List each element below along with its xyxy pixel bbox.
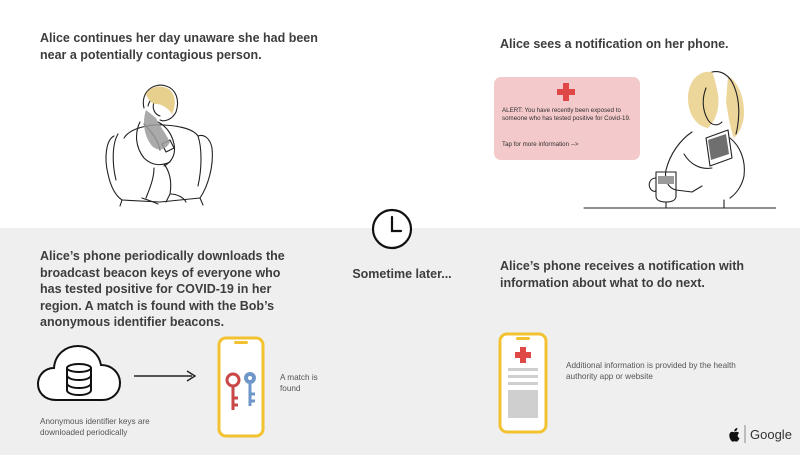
alice-with-phone-illustration bbox=[580, 68, 776, 214]
apple-logo-icon bbox=[728, 427, 741, 442]
caption-receives-notification: Alice’s phone receives a notification with information about what to do next. bbox=[500, 259, 745, 290]
clock-icon bbox=[370, 207, 414, 251]
caption-unaware: Alice continues her day unaware she had been near a potentially contagious person. bbox=[40, 31, 318, 62]
info-note: Additional information is provided by the health authority app or website bbox=[566, 361, 736, 381]
alice-sitting-illustration bbox=[100, 78, 228, 208]
match-note: A match is found bbox=[280, 373, 318, 393]
google-brand-label: Google bbox=[750, 427, 792, 442]
brand-divider bbox=[744, 425, 746, 443]
caption-notification: Alice sees a notification on her phone. bbox=[500, 37, 729, 51]
medical-cross-icon bbox=[557, 83, 575, 101]
caption-downloads-keys: Alice’s phone periodically downloads the broadcast beacon keys of everyone who has tested positive for COVID-19 in her region. A match is found with the Bob’s anonymous identifier beacons. bbox=[40, 249, 285, 329]
phone-icon bbox=[217, 336, 265, 438]
cloud-note: Anonymous identifier keys are downloaded periodically bbox=[40, 417, 150, 437]
alert-tap-link[interactable]: Tap for more information --> bbox=[502, 141, 579, 148]
sometime-later-label: Sometime later... bbox=[352, 267, 452, 281]
arrow-icon bbox=[132, 370, 198, 382]
alert-message: ALERT: You have recently been exposed to someone who has tested positive for Covid-19. bbox=[502, 107, 631, 122]
phone-icon bbox=[498, 332, 548, 434]
cloud-database-icon bbox=[36, 340, 122, 410]
